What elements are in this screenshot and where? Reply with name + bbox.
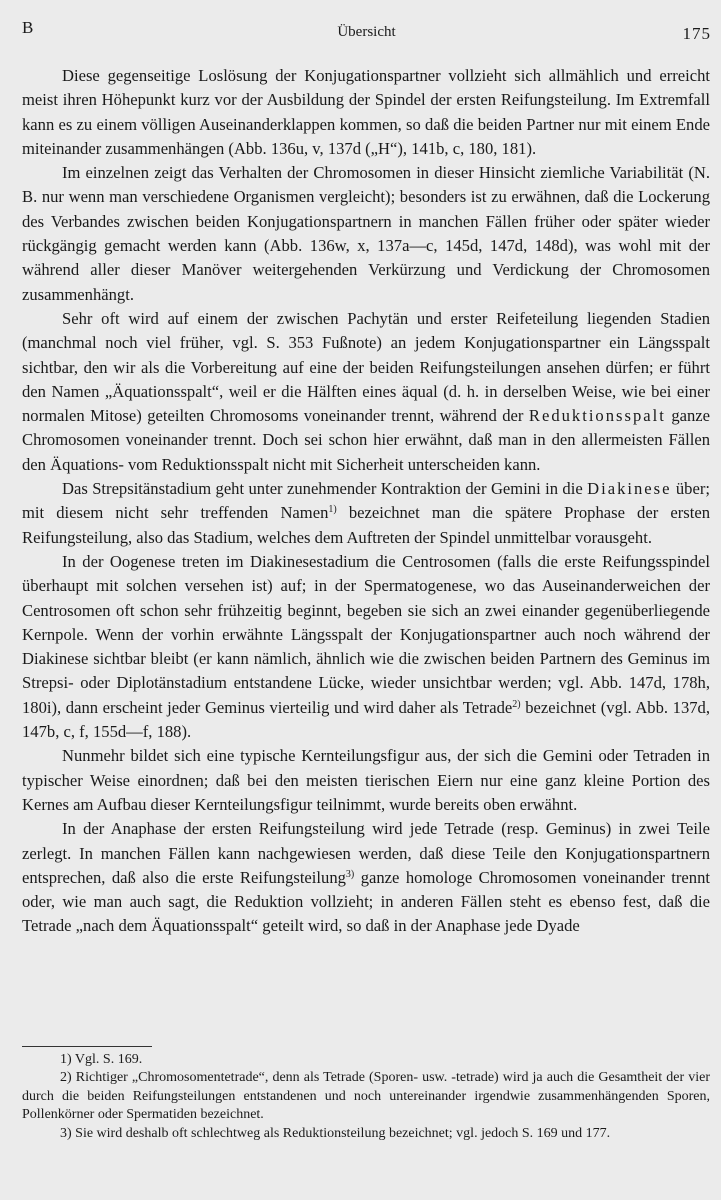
term-reduktionsspalt: Reduktionsspalt	[528, 406, 666, 426]
term-diakinese: Diakinese	[587, 479, 672, 499]
paragraph-3: Sehr oft wird auf einem der zwischen Pachytän und erster Reifeteilung liegenden Stadien (manchmal noch viel früher, vgl. S. 353 Fußnote) an jedem Konjugationspartner ein Längsspalt sichtbar, den wir als die Vorbereitung auf eine der beiden Reifungsteilungen ansehen dürfen; er führt den Namen „Äquationsspalt“, weil er die Hälften eines äqual (d. h. in derselben Weise, wie bei einer normalen Mitose) geteilten Chromosoms voneinander trennt, während der Reduktionsspalt ganze Chromosomen voneinander trennt. Doch sei schon hier erwähnt, daß man in den allermeisten Fällen den Äquations- vom Reduktionsspalt nicht mit Sicherheit unterscheiden kann.	[22, 308, 711, 474]
page-header	[22, 18, 711, 44]
footnote-1: 1) Vgl. S. 169.	[60, 1052, 143, 1067]
paragraph-4: Das Strepsitänstadium geht unter zunehmender Kontraktion der Gemini in die Diakinese über; mit diesem nicht sehr treffenden Namen$^{1)}$ bezeichnet man die spätere Prophase der ersten Reifungsteilung, also das Stadium, welches dem Auftreten der Spindel unmittelbar vorausgeht.	[22, 479, 710, 547]
footnote-2: 2) Richtiger „Chromosomentetrade“, denn als Tetrade (Sporen- usw. -tetrade) wird ja auch die Gesamtheit der vier durch die beiden Reifungsteilungen entstandenen und noch untereinander irgendwie zusammenhängenden Sporen, Pollenkörner oder Spermatiden bezeichnet.	[22, 1070, 710, 1123]
body-text	[22, 64, 710, 939]
footnote-ref-2: 2)	[512, 698, 521, 710]
paragraph-7: In der Anaphase der ersten Reifungsteilung wird jede Tetrade (resp. Geminus) in zwei Teile zerlegt. In manchen Fällen kann nachgewiesen werden, daß diese Teile den Konjugationspartnern entsprechen, daß also die erste Reifungsteilung$^{3)}$ ganze homologe Chromosomen voneinander trennt oder, wie man auch sagt, die Reduktion vollzieht; in anderen Fällen steht es ebenso fest, daß die Tetrade „nach dem Äquationsspalt“ geteilt wird, so daß in der Anaphase jede Dyade	[22, 819, 710, 936]
paragraph-1: Diese gegenseitige Loslösung der Konjugationspartner vollzieht sich allmählich und erreicht meist ihren Höhepunkt kurz vor der Ausbildung der Spindel der ersten Reifungsteilung. Im Extremfall kann es zu einem völligen Auseinanderklappen kommen, so daß die beiden Partner nur mit einem Ende miteinander zusammenhängen (Abb. 136u, v, 137d („H“), 141b, c, 180, 181).	[22, 66, 710, 158]
footnotes	[22, 1051, 710, 1143]
paragraph-6: Nunmehr bildet sich eine typische Kernteilungsfigur aus, der sich die Gemini oder Tetraden in typischer Weise einordnen; daß bei den meisten tierischen Eiern nur eine ganz kleine Portion des Kernes am Aufbau dieser Kernteilungsfigur teilnimmt, wurde bereits oben erwähnt.	[22, 746, 710, 814]
section-letter: B	[22, 18, 34, 37]
footnote-3: 3) Sie wird deshalb oft schlechtweg als Reduktionsteilung bezeichnet; vgl. jedoch S. 169 und 177.	[60, 1125, 611, 1141]
running-title: Übersicht	[337, 24, 396, 40]
footnote-divider	[22, 1046, 152, 1047]
page-number: 175	[682, 24, 711, 43]
footnote-ref-3: 3)	[345, 868, 355, 880]
paragraph-5: In der Oogenese treten im Diakinesestadium die Centrosomen (falls die erste Reifungsspindel überhaupt mit solchen versehen ist) auf; in der Spermatogenese, wo das Auseinanderweichen der Centrosomen oft schon sehr frühzeitig beginnt, begeben sie sich an zwei einander gegenüberliegende Kernpole. Wenn der vorhin erwähnte Längsspalt der Konjugationspartner auch noch während der Diakinese sichtbar bleibt (er kann nämlich, ähnlich wie die zwischen beiden Partnern des Geminus im Strepsi- oder Diplotänstadium entstandene Lücke, wieder unsichtbar werden; vgl. Abb. 147d, 178h, 180i), dann erscheint jeder Geminus vierteilig und wird daher als Tetrade$^{2)}$ bezeichnet (vgl. Abb. 137d, 147b, c, f, 155d—f, 188).	[22, 551, 711, 742]
footnote-ref-1: 1)	[328, 504, 337, 516]
paragraph-2: Im einzelnen zeigt das Verhalten der Chromosomen in dieser Hinsicht ziemliche Variabilität (N. B. nur wenn man verschiedene Organismen vergleicht); besonders ist zu erwähnen, daß die Lockerung des Verbandes zwischen beiden Konjugationspartnern in manchen Fällen früher oder später wieder rückgängig gemacht werden kann (Abb. 136w, x, 137a—c, 145d, 147d, 148d), was wohl mit der während aller dieser Manöver weitergehenden Verkürzung und Verdickung der Chromosomen zusammenhängt.	[22, 163, 710, 304]
